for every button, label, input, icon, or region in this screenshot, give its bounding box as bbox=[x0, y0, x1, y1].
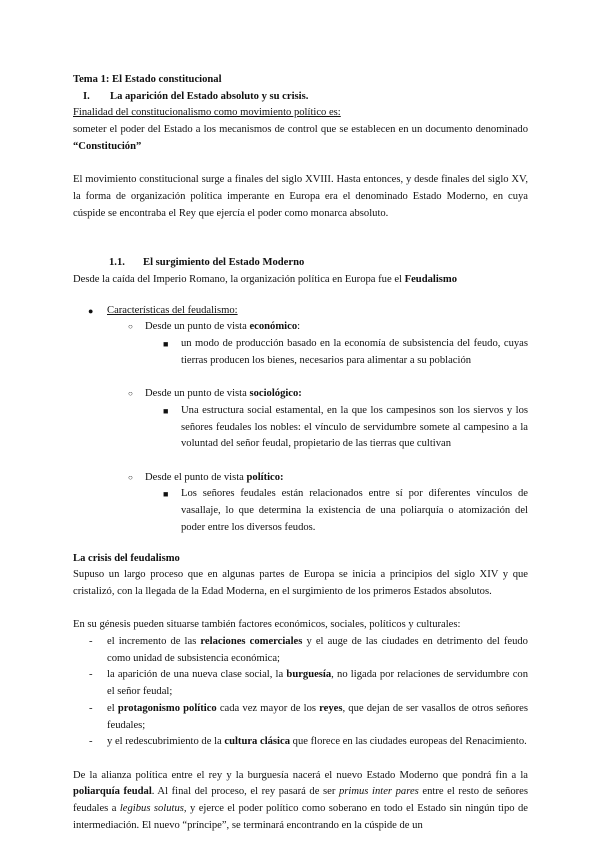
dash-marker: - bbox=[89, 669, 93, 681]
sociologico-detail: ■ Una estructura social estamental, en la que los campesinos son los siervos y los señores feudales los nobles: el vínculo de servidumbre somete al campesino a la voluntad del señor feudal, propietario de las tierras que cultivan bbox=[163, 404, 528, 450]
section-title: La aparición del Estado absoluto y su crisis. bbox=[110, 90, 309, 102]
bullet-square-icon: ■ bbox=[163, 489, 169, 500]
finalidad-heading: Finalidad del constitucionalismo como movimiento político es: bbox=[73, 107, 341, 119]
factor-item: - y el redescubrimiento de la cultura clásica que florece en las ciudades europeas del Renacimiento. bbox=[73, 734, 528, 751]
economico-item: ○ Desde un punto de vista económico: bbox=[73, 319, 528, 336]
economico-detail: ■ un modo de producción basado en la economía de subsistencia del feudo, cuyas tierras producen los bienes, necesarios para alimentar a su población bbox=[163, 338, 528, 366]
feudalismo-lead: Desde la caída del Imperio Romano, la organización política en Europa fue el Feudalismo bbox=[73, 274, 458, 286]
bullet-circle-icon: ○ bbox=[128, 472, 133, 482]
dash-marker: - bbox=[89, 736, 93, 748]
politico-detail: ■ Los señores feudales están relacionados entre sí por diferentes vínculos de vasallaje, lo que determina la existencia de una poliarquía o atomización del poder entre los diversos feudos. bbox=[163, 488, 528, 533]
bullet-square-icon: ■ bbox=[163, 405, 169, 416]
document-title: Tema 1: El Estado constitucional bbox=[73, 74, 222, 85]
section-number: I. bbox=[83, 90, 90, 102]
bullet-square-icon: ■ bbox=[163, 339, 169, 350]
section-heading-1-1 bbox=[73, 255, 528, 272]
bullet-circle-icon: ○ bbox=[128, 322, 133, 332]
caracteristicas-bullet: ● Características del feudalismo: bbox=[73, 303, 528, 320]
bullet-circle-icon: ○ bbox=[128, 389, 133, 399]
crisis-paragraph-1: Supuso un largo proceso que en algunas partes de Europa se inicia a principios del siglo XIV y que cristalizó, con la llegada de la Edad Moderna, en el surgimiento de los primeros Estados absolutos. bbox=[73, 569, 528, 597]
crisis-paragraph-2: En su génesis pueden situarse también factores económicos, sociales, políticos y culturales: bbox=[73, 619, 461, 631]
finalidad-text: someter el poder del Estado a los mecanismos de control que se establecen en un documento denominado “Constitución” bbox=[73, 124, 528, 152]
constitucion-term: “Constitución” bbox=[73, 140, 142, 152]
sociologico-item: ○ Desde un punto de vista sociológico: bbox=[73, 386, 528, 403]
dash-marker: - bbox=[89, 636, 93, 648]
estado-moderno-paragraph: De la alianza política entre el rey y la burguesía nacerá el nuevo Estado Moderno que pondrá fin a la poliarquía feudal. Al final del proceso, el rey pasará de ser primus inter pares entre el resto de señores feudales a legibus solutus, y ejerce el poder político como soberano en todo el Estado sin ningún tipo de intermediación. El nuevo “príncipe”, se terminará encontrando en la cúspide de un bbox=[73, 769, 528, 831]
section-heading-1 bbox=[73, 89, 528, 106]
politico-item: ○ Desde el punto de vista político: bbox=[73, 470, 528, 487]
subsection-title: El surgimiento del Estado Moderno bbox=[143, 257, 305, 269]
dash-marker: - bbox=[89, 702, 93, 714]
factor-item: - el incremento de las relaciones comerciales y el auge de las ciudades en detrimento del feudo como unidad de subsistencia económica; bbox=[89, 636, 528, 664]
factor-item: - la aparición de una nueva clase social, la burguesía, no ligada por relaciones de servidumbre con el señor feudal; bbox=[89, 669, 528, 698]
bullet-disc-icon: ● bbox=[88, 305, 94, 316]
subsection-number: 1.1. bbox=[109, 257, 125, 269]
crisis-heading: La crisis del feudalismo bbox=[73, 552, 180, 564]
factor-item: - el protagonismo político cada vez mayor de los reyes, que dejan de ser vasallos de otros señores feudales; bbox=[89, 702, 528, 731]
document-page bbox=[73, 72, 528, 834]
intro-paragraph: El movimiento constitucional surge a finales del siglo XVIII. Hasta entonces, y desde finales del siglo XV, la forma de organización política imperante en Europa era el denominado Estado Moderno, en cuya cúspide se encontraba el Rey que ejercía el poder como monarca absoluto. bbox=[73, 174, 528, 219]
